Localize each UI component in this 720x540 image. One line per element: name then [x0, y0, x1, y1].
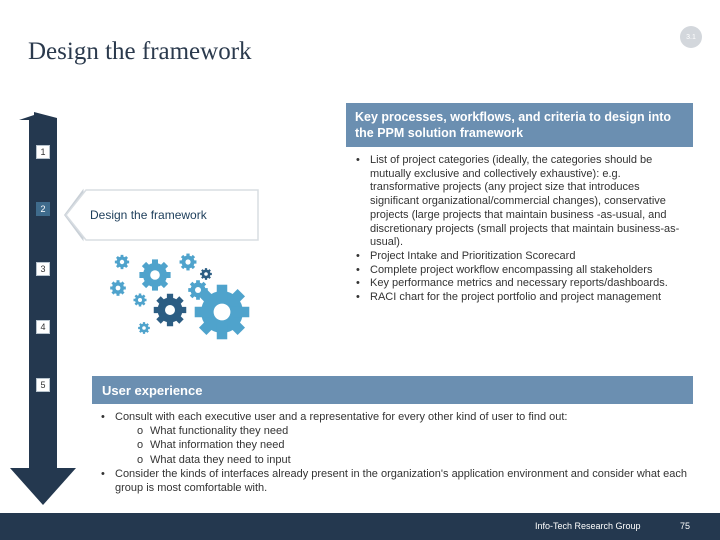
list-item: • Key performance metrics and necessary reports/dashboards. — [355, 277, 690, 291]
list-item: • Project Intake and Prioritization Scorecard — [355, 250, 690, 264]
sub-list-item: o What data they need to input — [115, 453, 700, 467]
list-item: • RACI chart for the project portfolio and project management — [355, 291, 690, 305]
footer-bar — [0, 513, 720, 540]
sub-list-item: o What functionality they need — [115, 424, 700, 438]
list-item — [100, 410, 700, 467]
sub-list — [115, 424, 700, 467]
gears-illustration — [100, 250, 260, 350]
list-item: • List of project categories (ideally, the categories should be mutually exclusive and collectively exhaustive): e.g. transformative projects (any project size that introduces significant organizational/commercial changes), conservative projects (large projects that maintain business -as-usual, and discretionary projects (small projects that maintain business-as-usual). — [355, 154, 690, 250]
user-experience-list — [100, 410, 700, 495]
step-4: 4 — [36, 320, 50, 334]
list-item-text: Consult with each executive user and a representative for every other kind of user to find out: — [115, 411, 568, 423]
footer-org: Info-Tech Research Group — [535, 521, 641, 531]
sub-list-item: o What information they need — [115, 438, 700, 452]
slide-title: Design the framework — [28, 38, 252, 65]
key-processes-header: Key processes, workflows, and criteria to design into the PPM solution framework — [346, 103, 693, 147]
step-1: 1 — [36, 145, 50, 159]
step-2: 2 — [36, 202, 50, 216]
key-processes-list — [355, 154, 690, 305]
step-5: 5 — [36, 378, 50, 392]
user-experience-header: User experience — [92, 376, 693, 404]
section-badge: 3.1 — [680, 26, 702, 48]
list-item: • Consider the kinds of interfaces already present in the organization's application environment and consider what each group is most comfortable with. — [100, 467, 700, 495]
page-number: 75 — [680, 521, 691, 531]
list-item: • Complete project workflow encompassing all stakeholders — [355, 264, 690, 278]
step-3: 3 — [36, 262, 50, 276]
callout-label: Design the framework — [90, 208, 207, 222]
